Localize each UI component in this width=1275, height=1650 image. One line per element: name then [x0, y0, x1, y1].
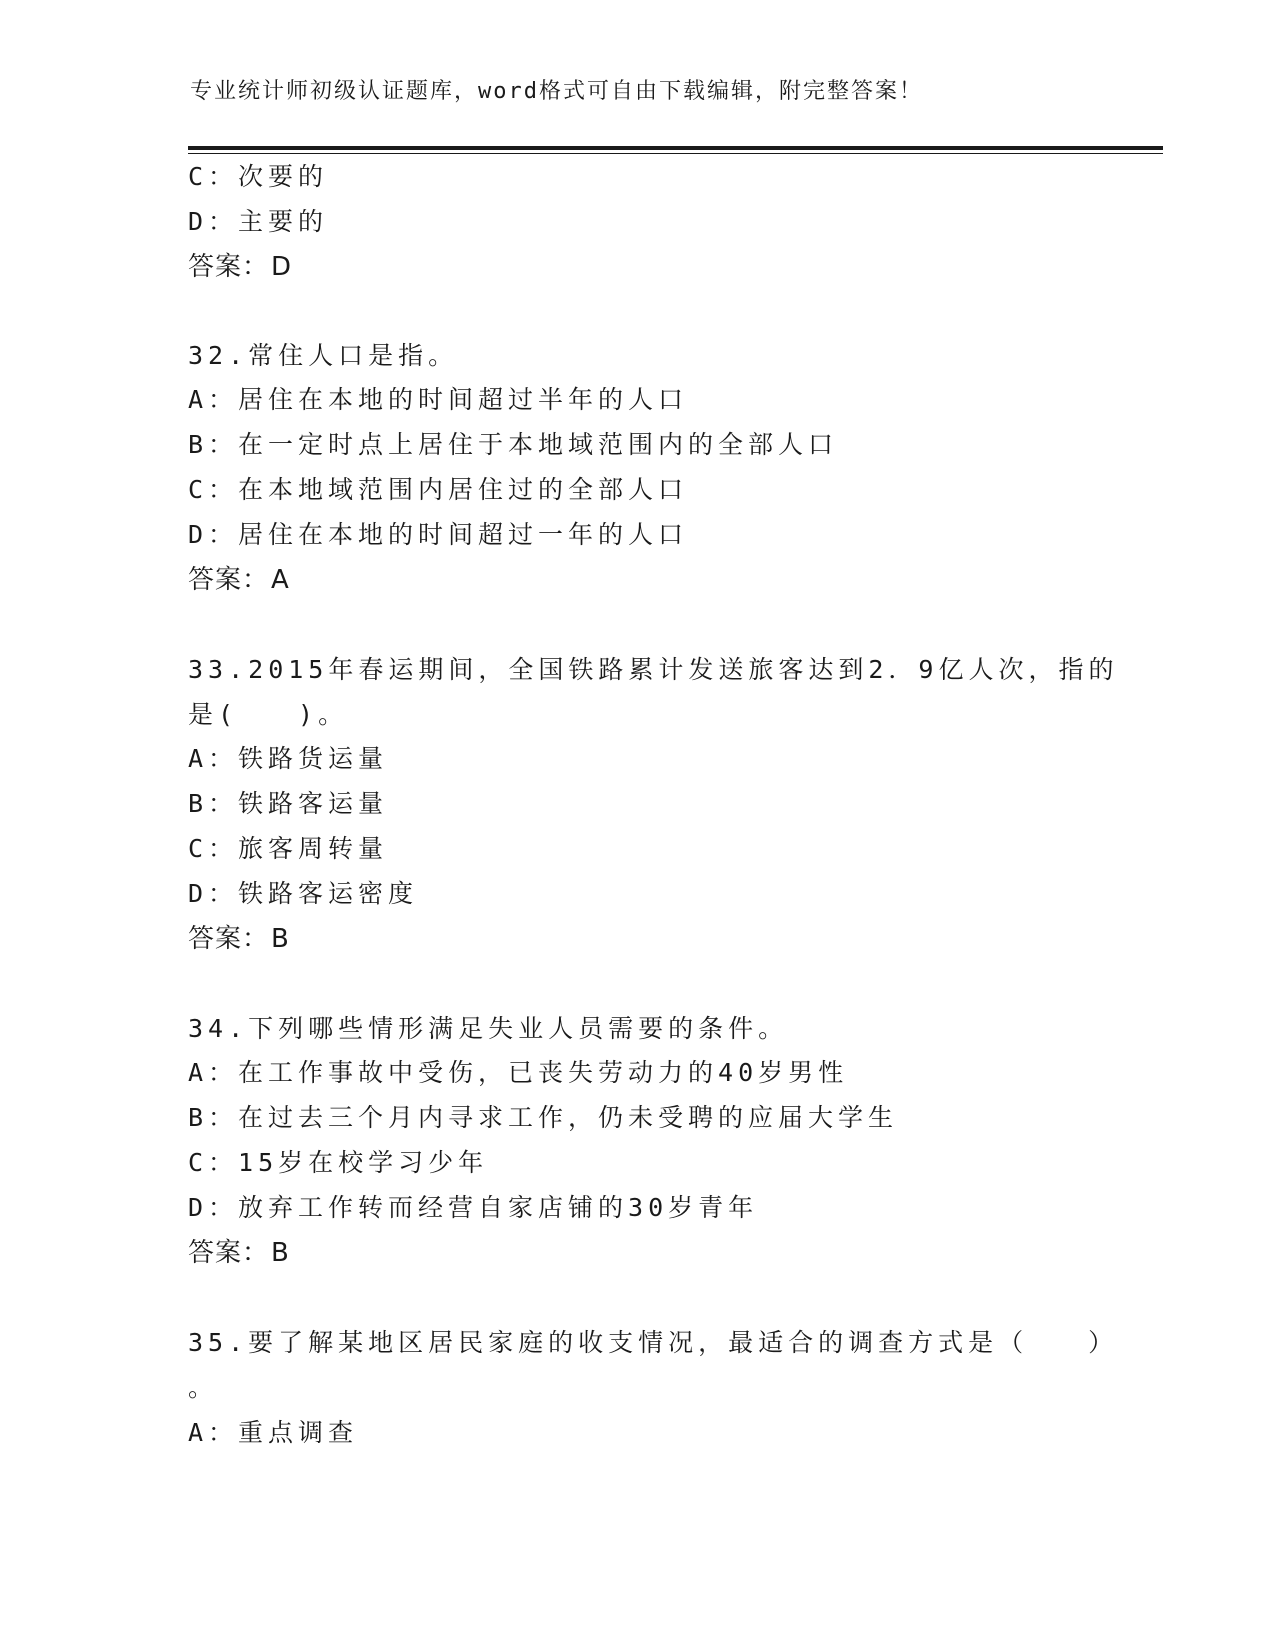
answer-value: D [271, 252, 293, 282]
option-c: C：旅客周转量 [188, 834, 389, 863]
option-c: C：15岁在校学习少年 [188, 1148, 489, 1177]
option-b: B：在一定时点上居住于本地域范围内的全部人口 [188, 430, 839, 459]
answer-line [188, 1237, 290, 1269]
question-stem: 34.下列哪些情形满足失业人员需要的条件。 [188, 1014, 789, 1043]
header-divider-thin [188, 153, 1163, 154]
answer-label: 答案： [188, 252, 270, 282]
option-a: A：铁路货运量 [188, 744, 389, 773]
question-stem-continued: 。 [188, 1373, 219, 1402]
answer-value: A [271, 565, 290, 595]
answer-line [188, 251, 292, 283]
option-c: C：次要的 [188, 162, 329, 191]
answer-line [188, 923, 290, 955]
question-stem: 33.2015年春运期间，全国铁路累计发送旅客达到2．9亿人次，指的 [188, 655, 1119, 684]
answer-label: 答案： [188, 1238, 270, 1268]
page-header: 专业统计师初级认证题库，word格式可自由下载编辑，附完整答案！ [190, 79, 923, 104]
answer-line [188, 564, 290, 596]
option-b: B：铁路客运量 [188, 789, 389, 818]
option-d: D：主要的 [188, 207, 329, 236]
answer-value: B [271, 1238, 290, 1268]
option-a: A：重点调查 [188, 1418, 359, 1447]
option-c: C：在本地域范围内居住过的全部人口 [188, 475, 689, 504]
answer-label: 答案： [188, 565, 270, 595]
answer-label: 答案： [188, 924, 270, 954]
option-a: A：居住在本地的时间超过半年的人口 [188, 385, 689, 414]
question-stem: 35.要了解某地区居民家庭的收支情况，最适合的调查方式是（ ） [188, 1328, 1119, 1357]
answer-value: B [271, 924, 290, 954]
question-stem: 32.常住人口是指。 [188, 341, 459, 370]
option-d: D：放弃工作转而经营自家店铺的30岁青年 [188, 1193, 759, 1222]
question-stem-continued: 是( )。 [188, 700, 349, 729]
option-a: A：在工作事故中受伤，已丧失劳动力的40岁男性 [188, 1058, 849, 1087]
header-divider-thick [188, 146, 1163, 150]
option-b: B：在过去三个月内寻求工作，仍未受聘的应届大学生 [188, 1103, 899, 1132]
option-d: D：居住在本地的时间超过一年的人口 [188, 520, 689, 549]
option-d: D：铁路客运密度 [188, 879, 419, 908]
